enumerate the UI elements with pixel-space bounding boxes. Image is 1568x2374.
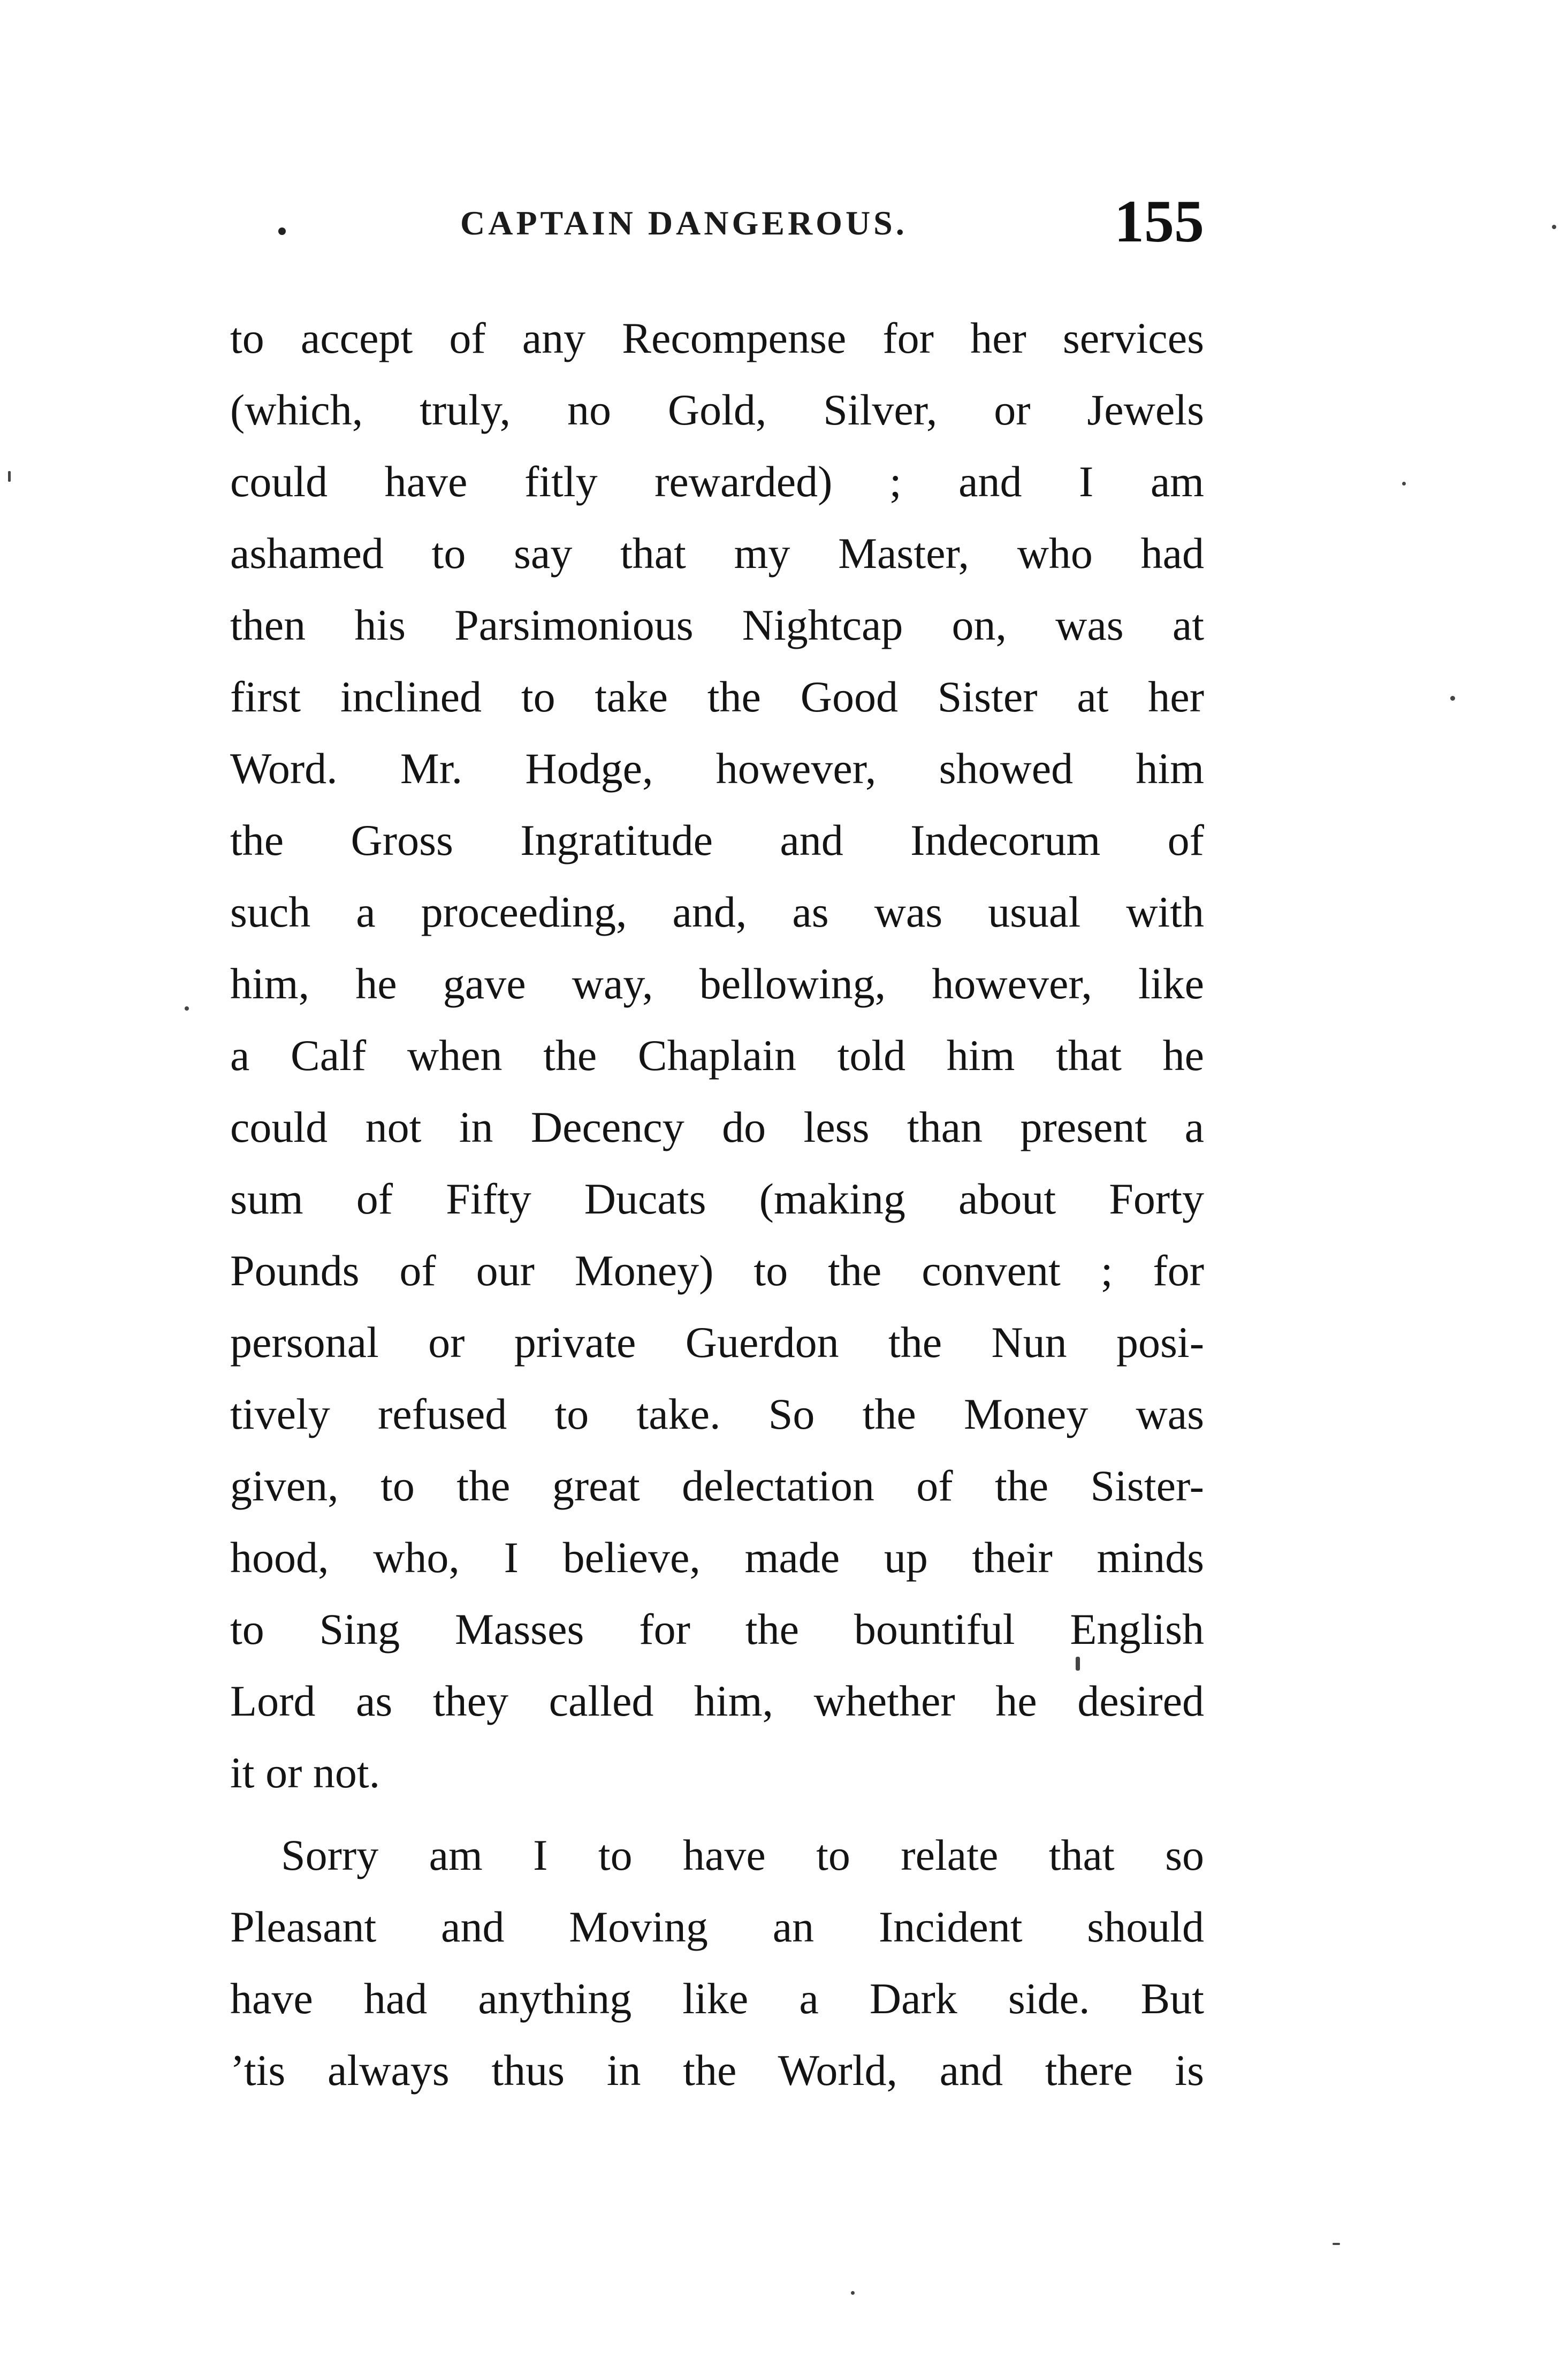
text-line: ’tis always thus in the World, and there is: [230, 2046, 1204, 2095]
ink-speck: [1450, 696, 1455, 701]
text-line: given, to the great delectation of the Sister-: [230, 1461, 1204, 1510]
ink-speck: [851, 2291, 855, 2295]
text-line: Lord as they called him, whether he desired: [230, 1677, 1204, 1725]
text-line: Word. Mr. Hodge, however, showed him: [230, 744, 1204, 793]
text-line: then his Parsimonious Nightcap on, was at: [230, 601, 1204, 649]
ink-speck: [1402, 482, 1406, 486]
text-line: could have fitly rewarded) ; and I am: [230, 457, 1204, 506]
text-line: hood, who, I believe, made up their minds: [230, 1533, 1204, 1582]
text-line: (which, truly, no Gold, Silver, or Jewels: [230, 385, 1204, 434]
text-line: sum of Fifty Ducats (making about Forty: [230, 1174, 1204, 1223]
ink-speck: [1076, 1657, 1080, 1671]
text-line: to Sing Masses for the bountiful English: [230, 1605, 1204, 1654]
text-line: Pounds of our Money) to the convent ; for: [230, 1246, 1204, 1295]
running-title: CAPTAIN DANGEROUS.: [460, 204, 908, 242]
text-line: have had anything like a Dark side. But: [230, 1974, 1204, 2023]
paragraph-gap: [230, 1809, 1204, 1819]
running-head: [230, 187, 1204, 268]
ink-speck: [1333, 2243, 1340, 2245]
text-line: ashamed to say that my Master, who had: [230, 529, 1204, 578]
text-line: could not in Decency do less than present a: [230, 1103, 1204, 1151]
page-number: 155: [1114, 188, 1204, 255]
text-line: tively refused to take. So the Money was: [230, 1390, 1204, 1438]
text-line: personal or private Guerdon the Nun posi-: [230, 1318, 1204, 1367]
text-line: first inclined to take the Good Sister at her: [230, 672, 1204, 721]
text-line: such a proceeding, and, as was usual with: [230, 888, 1204, 936]
paragraph-2: [230, 1819, 1204, 2106]
body-text: [230, 302, 1204, 2106]
text-line: a Calf when the Chaplain told him that he: [230, 1031, 1204, 1080]
ink-speck: [8, 471, 11, 482]
ink-speck: [185, 1006, 189, 1011]
text-line: him, he gave way, bellowing, however, like: [230, 959, 1204, 1008]
text-line: the Gross Ingratitude and Indecorum of: [230, 816, 1204, 864]
paragraph-1: [230, 302, 1204, 1809]
text-line: Sorry am I to have to relate that so: [281, 1831, 1204, 1879]
header-dot: [278, 227, 286, 235]
ink-speck: [1552, 225, 1556, 229]
text-line: Pleasant and Moving an Incident should: [230, 1902, 1204, 1951]
text-line: it or not.: [230, 1748, 380, 1797]
text-line: to accept of any Recompense for her services: [230, 314, 1204, 362]
